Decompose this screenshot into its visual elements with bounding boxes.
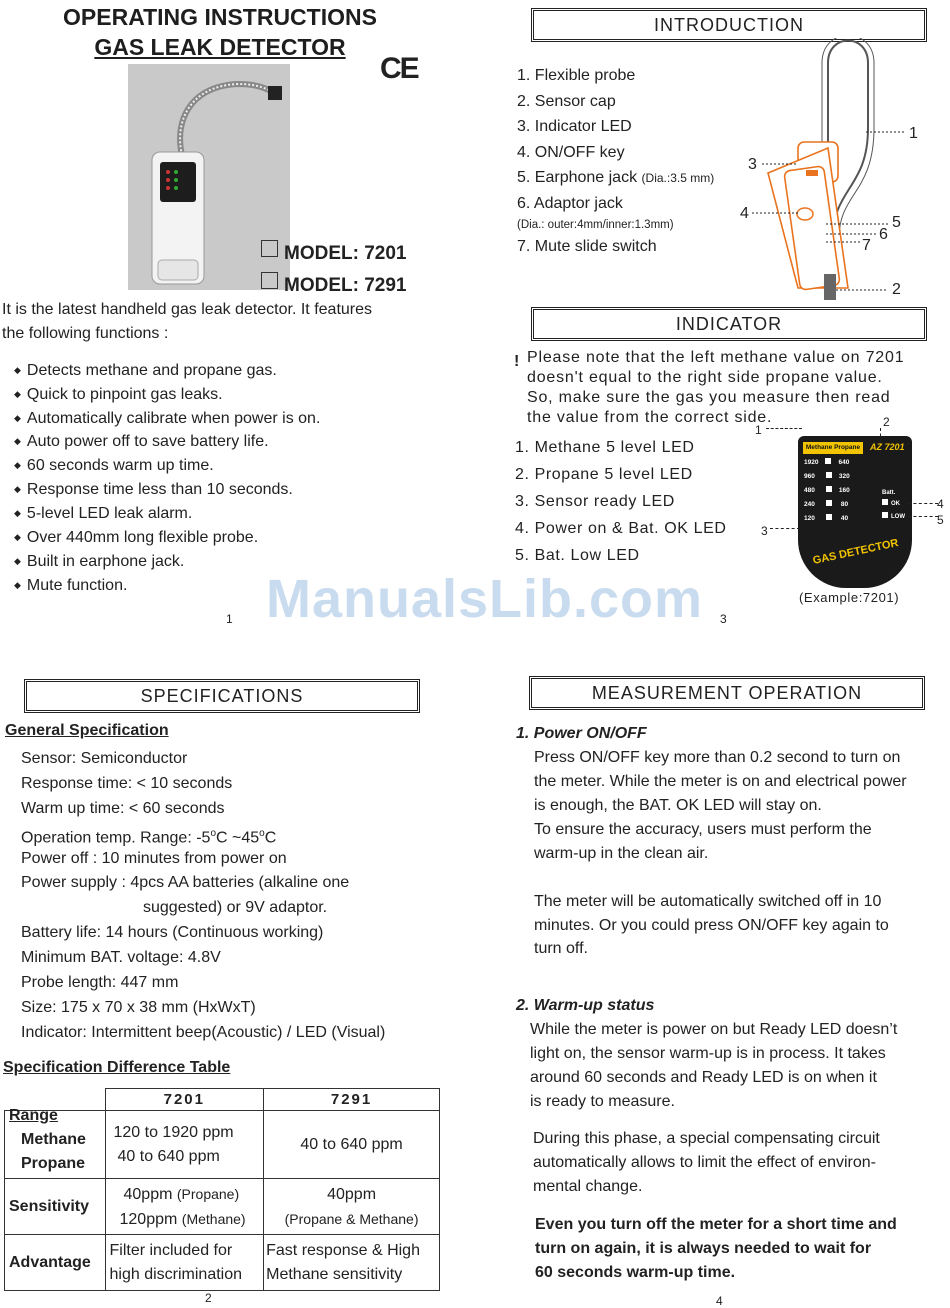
feature-item: ◆ Over 440mm long flexible probe.	[14, 529, 259, 546]
panel-callout-1: 1	[755, 423, 762, 437]
sensitivity-7291-cell: 40ppm (Propane & Methane)	[264, 1179, 440, 1235]
warmup-line: During this phase, a special compensating circuit	[533, 1130, 880, 1147]
bullet-diamond-icon: ◆	[14, 580, 21, 590]
panel-callout-5: 5	[937, 513, 944, 527]
col-7291: 7291	[264, 1089, 440, 1111]
panel-leader-1	[766, 428, 802, 429]
feature-item: ◆ Auto power off to save battery life.	[14, 433, 269, 450]
part-item: 7. Mute slide switch	[517, 238, 657, 255]
panel-leader-4	[908, 503, 938, 504]
earphone-note: (Dia.:3.5 mm)	[641, 171, 715, 185]
advantage-7201-cell: Filter included for high discrimination	[105, 1235, 264, 1291]
panel-callout-2: 2	[883, 415, 890, 429]
power-line: minutes. Or you could press ON/OFF key again to	[534, 917, 889, 934]
panel-values: 1920 640 960 320 480 160 240 80 120 40	[804, 459, 850, 522]
callout-6: 6	[879, 226, 888, 243]
page-number-4: 4	[716, 1294, 723, 1308]
warning-line: 60 seconds warm-up time.	[535, 1264, 736, 1281]
warmup-line: around 60 seconds and Ready LED is on when it	[530, 1069, 877, 1086]
model-7291: MODEL: 7291	[261, 272, 406, 297]
spec-item: Power off : 10 minutes from power on	[21, 850, 287, 867]
spec-item: Power supply : 4pcs AA batteries (alkaline one	[21, 874, 350, 891]
feature-item: ◆ Mute function.	[14, 577, 128, 594]
led-item: 1. Methane 5 level LED	[515, 439, 695, 456]
feature-item: ◆ Automatically calibrate when power is on.	[14, 410, 321, 427]
bullet-diamond-icon: ◆	[14, 413, 21, 423]
note-line: doesn't equal to the right side propane value.	[527, 369, 883, 386]
led-item: 4. Power on & Bat. OK LED	[515, 520, 727, 537]
spec-item: Size: 175 x 70 x 38 mm (HxWxT)	[21, 999, 256, 1016]
spec-item: Response time: < 10 seconds	[21, 775, 233, 792]
panel-batt: Batt.	[882, 490, 896, 496]
note-mark: !	[514, 353, 520, 370]
spec-item: Battery life: 14 hours (Continuous working)	[21, 924, 324, 941]
panel-leader-5	[908, 516, 938, 517]
col-7201: 7201	[105, 1089, 264, 1111]
power-line: turn off.	[534, 940, 588, 957]
feature-item: ◆ Built in earphone jack.	[14, 553, 185, 570]
bullet-diamond-icon: ◆	[14, 508, 21, 518]
spec-item: Operation temp. Range: -5$^o$C ~45$^o$C	[21, 828, 277, 847]
panel-leader-2	[880, 428, 882, 442]
spec-difference-table	[4, 1088, 440, 1291]
model-7291-checkbox[interactable]	[261, 272, 278, 289]
section-power: 1. Power ON/OFF	[516, 725, 647, 742]
callout-3: 3	[748, 156, 757, 173]
power-line: the meter. While the meter is on and electrical power	[534, 773, 907, 790]
callout-4: 4	[740, 205, 749, 222]
indicator-panel	[798, 436, 912, 588]
power-line: Press ON/OFF key more than 0.2 second to turn on	[534, 749, 901, 766]
power-line: The meter will be automatically switched off in 10	[534, 893, 882, 910]
page-number-3: 3	[720, 612, 727, 626]
page-number-2: 2	[205, 1291, 212, 1305]
callout-5: 5	[892, 214, 901, 231]
led-item: 3. Sensor ready LED	[515, 493, 675, 510]
doc-subtitle: GAS LEAK DETECTOR	[94, 34, 346, 60]
intro-line-1: It is the latest handheld gas leak detector. It features	[2, 301, 373, 318]
panel-callout-4: 4	[937, 497, 944, 511]
callout-2: 2	[892, 281, 901, 298]
page-number-1: 1	[226, 612, 233, 626]
warmup-line: light on, the sensor warm-up is in process. It takes	[530, 1045, 886, 1062]
part-item: 6. Adaptor jack	[517, 195, 623, 212]
panel-low: LOW	[882, 512, 905, 520]
table-row	[5, 1111, 440, 1179]
specifications-header: SPECIFICATIONS	[24, 679, 420, 713]
doc-title: OPERATING INSTRUCTIONS	[63, 4, 377, 30]
power-line: warm-up in the clean air.	[534, 845, 709, 862]
panel-ok: OK	[882, 499, 900, 507]
ce-mark: CE	[380, 52, 418, 85]
adaptor-note: (Dia.: outer:4mm/inner:1.3mm)	[517, 219, 674, 231]
note-line: Please note that the left methane value on 7201	[527, 349, 905, 366]
feature-item: ◆ 5-level LED leak alarm.	[14, 505, 193, 522]
warmup-line: While the meter is power on but Ready LED doesn’t	[530, 1021, 898, 1038]
spec-item: Warm up time: < 60 seconds	[21, 800, 225, 817]
warmup-line: automatically allows to limit the effect of environ-	[533, 1154, 876, 1171]
range-7291-cell: 40 to 640 ppm	[264, 1111, 440, 1179]
part-item: 3. Indicator LED	[517, 118, 632, 135]
range-7201-cell: 120 to 1920 ppm 40 to 640 ppm	[105, 1111, 264, 1179]
advantage-label: Advantage	[5, 1235, 106, 1291]
part-item: 1. Flexible probe	[517, 67, 636, 84]
bullet-diamond-icon: ◆	[14, 436, 21, 446]
part-item: 4. ON/OFF key	[517, 144, 625, 161]
warning-line: Even you turn off the meter for a short time and	[535, 1216, 897, 1233]
warmup-line: mental change.	[533, 1178, 643, 1195]
model-7201-checkbox[interactable]	[261, 240, 278, 257]
part-item: 2. Sensor cap	[517, 93, 616, 110]
watermark: ManualsLib.com	[266, 569, 704, 629]
sensitivity-7201-cell: 40ppm (Propane) 120ppm (Methane)	[105, 1179, 264, 1235]
spec-item: Sensor: Semiconductor	[21, 750, 188, 767]
spec-item: Minimum BAT. voltage: 4.8V	[21, 949, 221, 966]
feature-item: ◆ Response time less than 10 seconds.	[14, 481, 293, 498]
warmup-line: is ready to measure.	[530, 1093, 675, 1110]
diff-table-label: Specification Difference Table	[3, 1059, 231, 1076]
example-caption: (Example:7201)	[799, 590, 900, 605]
indicator-header: INDICATOR	[531, 307, 927, 341]
section-warmup: 2. Warm-up status	[516, 997, 655, 1014]
introduction-header: INTRODUCTION	[531, 8, 927, 42]
callout-1: 1	[909, 125, 918, 142]
measurement-header: MEASUREMENT OPERATION	[529, 676, 925, 710]
panel-brand: GAS DETECTOR	[811, 537, 900, 567]
panel-callout-3: 3	[761, 524, 768, 538]
panel-model: AZ 7201	[870, 442, 905, 452]
power-line: To ensure the accuracy, users must perform the	[534, 821, 872, 838]
bullet-diamond-icon: ◆	[14, 389, 21, 399]
note-line: So, make sure the gas you measure then read	[527, 389, 891, 406]
power-line: is enough, the BAT. OK LED will stay on.	[534, 797, 822, 814]
feature-item: ◆ Quick to pinpoint gas leaks.	[14, 386, 223, 403]
spec-item: Probe length: 447 mm	[21, 974, 179, 991]
note-line: the value from the correct side.	[527, 409, 773, 426]
range-label-cell: Range Methane Propane	[5, 1111, 106, 1179]
intro-line-2: the following functions :	[2, 325, 169, 342]
table-row	[5, 1179, 440, 1235]
led-item: 2. Propane 5 level LED	[515, 466, 693, 483]
sensitivity-label: Sensitivity	[5, 1179, 106, 1235]
part-item: 5. Earphone jack (Dia.:3.5 mm)	[517, 169, 715, 186]
panel-header: Methane Propane	[803, 442, 863, 454]
bullet-diamond-icon: ◆	[14, 532, 21, 542]
table-row	[5, 1235, 440, 1291]
spec-item: suggested) or 9V adaptor.	[143, 899, 328, 916]
warning-line: turn on again, it is always needed to wait for	[535, 1240, 872, 1257]
model-7201: MODEL: 7201	[261, 240, 406, 265]
bullet-diamond-icon: ◆	[14, 556, 21, 566]
spec-item: Indicator: Intermittent beep(Acoustic) / LED (Visual)	[21, 1024, 386, 1041]
bullet-diamond-icon: ◆	[14, 460, 21, 470]
device-diagram	[738, 38, 938, 308]
bullet-diamond-icon: ◆	[14, 365, 21, 375]
panel-leader-3	[770, 528, 800, 529]
feature-item: ◆ 60 seconds warm up time.	[14, 457, 214, 474]
callout-7: 7	[862, 237, 871, 254]
bullet-diamond-icon: ◆	[14, 484, 21, 494]
led-item: 5. Bat. Low LED	[515, 547, 640, 564]
advantage-7291-cell: Fast response & High Methane sensitivity	[264, 1235, 440, 1291]
feature-item: ◆ Detects methane and propane gas.	[14, 362, 277, 379]
general-spec-label: General Specification	[5, 722, 169, 739]
